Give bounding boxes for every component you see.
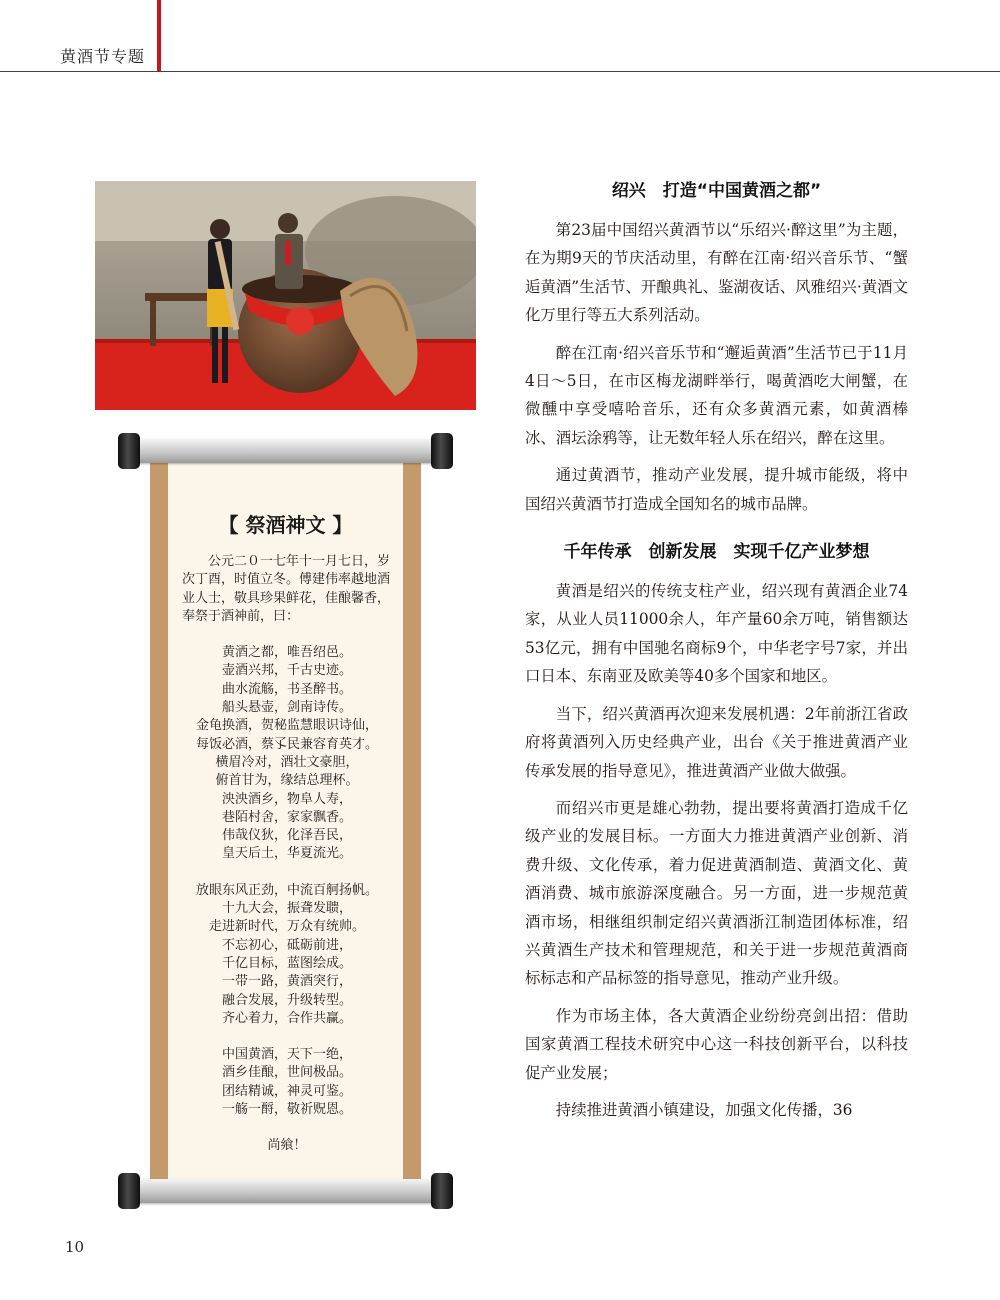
scroll-knob — [431, 1173, 453, 1209]
article-paragraph: 通过黄酒节，推动产业发展，提升城市能级，将中国绍兴黄酒节打造成全国知名的城市品牌。 — [525, 466, 908, 513]
poem-line: 中国黄酒，天下一绝， — [221, 1047, 352, 1063]
poem-line: 齐心着力，合作共赢。 — [221, 1010, 352, 1026]
scroll-panel — [118, 425, 453, 1215]
poem-line: 泱泱酒乡，物阜人寿， — [221, 791, 352, 807]
event-photo-illustration — [95, 181, 476, 410]
article-paragraph: 作为市场主体，各大黄酒企业纷纷亮剑出招：借助国家黄酒工程技术研究中心这一科技创新平台，以科技促产业发展； — [525, 1006, 908, 1082]
scroll-knob — [118, 433, 140, 469]
poem-line: 俯首甘为，缘结总理杯。 — [215, 773, 359, 789]
poem-line: 酒乡佳酿，世间极品。 — [221, 1065, 352, 1081]
poem-line: 不忘初心，砥砺前进， — [221, 937, 352, 953]
poem-stanza-1 — [182, 644, 392, 864]
poem-intro: 公元二０一七年十一月七日，岁次丁酉，时值立冬。傅建伟率越地酒业人士，敬具珍果鲜花，佳酿馨香，奉祭于酒神前，曰： — [182, 554, 391, 624]
scroll-rod-top — [136, 439, 435, 463]
poem-line: 壶酒兴邦，千古史迹。 — [221, 663, 352, 679]
poem-line: 千亿目标，蓝图绘成。 — [221, 955, 352, 971]
header-red-bar — [157, 0, 161, 72]
poem-closing: 尚飨！ — [267, 1138, 307, 1154]
poem — [182, 553, 392, 1156]
poem-stanza-3 — [182, 1046, 392, 1119]
article-paragraph: 而绍兴市更是雄心勃勃，提出要将黄酒打造成千亿级产业的发展目标。一方面大力推进黄酒产业创新、消费升级、文化传承，着力促进黄酒制造、黄酒文化、黄酒消费、城市旅游深度融合。另一方面，进一步规范黄酒市场，相继组织制定绍兴黄酒浙江制造团体标准，绍兴黄酒生产技术和管理规范，和关于进一步规范黄酒商标标志和产品标签的指导意见，推动产业升级。 — [525, 798, 908, 988]
article-column — [525, 176, 908, 1133]
poem-line: 黄酒之都，唯吾绍邑。 — [221, 645, 352, 661]
poem-line: 伟哉仪狄，化泽吾民， — [221, 828, 352, 844]
poem-line: 曲水流觞，书圣醉书。 — [221, 681, 352, 697]
poem-stanza-2 — [182, 882, 392, 1028]
poem-line: 巷陌村舍，家家飘香。 — [221, 809, 352, 825]
scroll-knob — [118, 1173, 140, 1209]
poem-line: 一带一路，黄酒突行， — [221, 974, 352, 990]
article-paragraph: 第23届中国绍兴黄酒节以“乐绍兴·醉这里”为主题，在为期9天的节庆活动里，有醉在江南·绍兴音乐节、“蟹逅黄酒”生活节、开酿典礼、鉴湖夜话、风雅绍兴·黄酒文化万里行等五大系列活动。 — [525, 221, 908, 325]
poem-line: 皇天后土，华夏流光。 — [221, 846, 352, 862]
poem-line: 金龟换酒，贺秘监慧眼识诗仙， — [195, 718, 378, 734]
poem-line: 走进新时代，万众有统帅。 — [208, 919, 365, 935]
poem-line: 横眉冷对，酒壮文豪胆， — [215, 754, 359, 770]
article-paragraph: 黄酒是绍兴的传统支柱产业，绍兴现有黄酒企业74家，从业人员11000余人，年产量60余万吨，销售额达53亿元，拥有中国驰名商标9个，中华老字号7家，并出口日本、东南亚及欧美等40多个国家和地区。 — [525, 582, 908, 686]
poem-line: 船头悬壶，剑南诗传。 — [221, 700, 352, 716]
article-paragraph: 持续推进黄酒小镇建设，加强文化传播，36 — [555, 1100, 853, 1119]
article-paragraph: 当下，绍兴黄酒再次迎来发展机遇：2年前浙江省政府将黄酒列入历史经典产业，出台《关于推进黄酒产业传承发展的指导意见》，推进黄酒产业做大做强。 — [525, 704, 908, 780]
poem-line: 团结精诚，神灵可鉴。 — [221, 1083, 352, 1099]
article-paragraph: 醉在江南·绍兴音乐节和“邂逅黄酒”生活节已于11月4日～5日，在市区梅龙湖畔举行，喝黄酒吃大闸蟹，在微醺中享受嘻哈音乐，还有众多黄酒元素，如黄酒棒冰、酒坛涂鸦等，让无数年轻人乐在绍兴，醉在这里。 — [525, 343, 908, 447]
article-heading-1: 绍兴 打造“中国黄酒之都” — [611, 181, 822, 201]
header-rule — [0, 71, 1000, 72]
scroll-title: 【 祭酒神文 】 — [218, 513, 353, 537]
poem-line: 一觞一酹，敬祈贶恩。 — [221, 1102, 352, 1118]
event-photo — [95, 181, 476, 410]
scroll-rod-bottom — [136, 1179, 435, 1203]
scroll-knob — [431, 433, 453, 469]
poem-line: 放眼东风正劲，中流百舸扬帆。 — [195, 882, 378, 898]
poem-line: 十九大会，振聋发聩， — [221, 901, 352, 917]
page-number: 10 — [65, 1238, 85, 1256]
poem-line: 融合发展，升级转型。 — [221, 992, 352, 1008]
scroll-inner — [168, 461, 403, 1179]
scroll-paper — [150, 461, 421, 1179]
poem-line: 每饭必酒，蔡孓民兼容育英才。 — [195, 736, 378, 752]
header-section-label: 黄酒节专题 — [60, 47, 146, 66]
article-heading-2: 千年传承 创新发展 实现千亿产业梦想 — [563, 542, 870, 563]
